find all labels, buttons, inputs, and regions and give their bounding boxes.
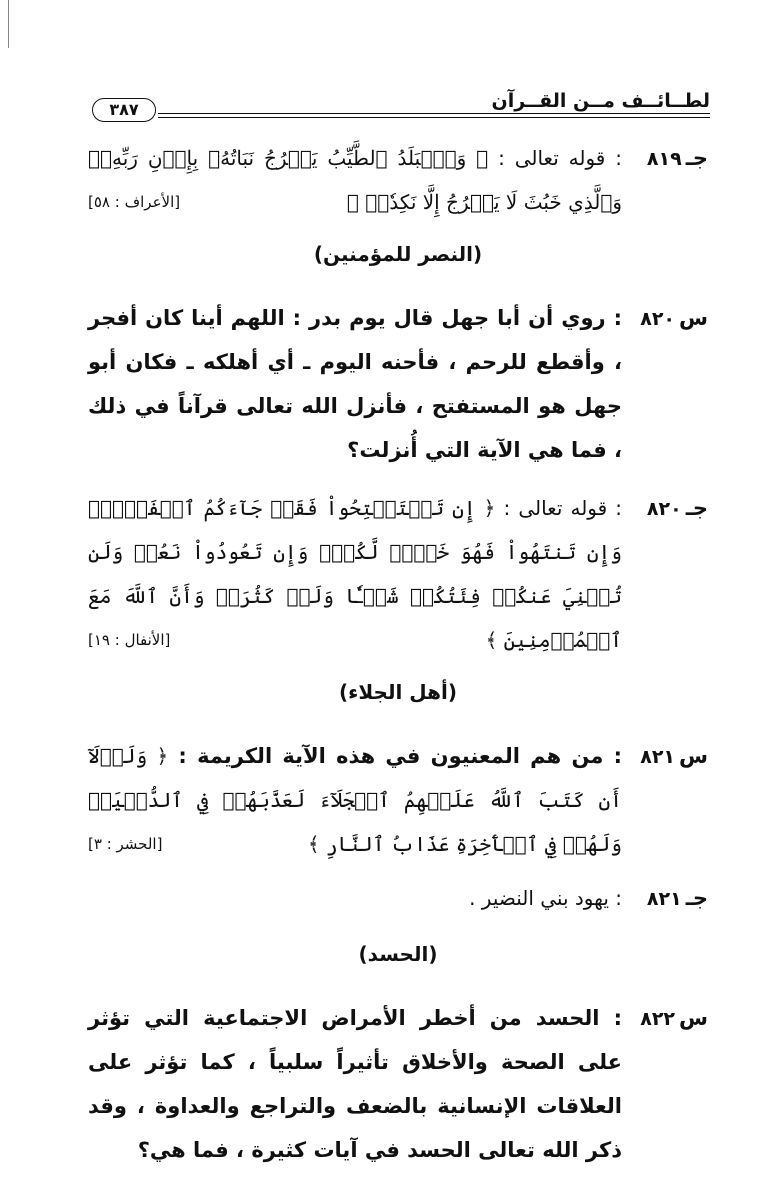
answer-821: [88, 876, 708, 920]
item-number: ٨١٩: [646, 148, 682, 170]
item-number: ٨٢١: [646, 888, 682, 910]
section-title-envy: (الحسد): [358, 942, 438, 966]
question-822: [88, 996, 708, 1172]
question-letter: س: [679, 744, 708, 768]
question-821: [88, 734, 708, 862]
item-label: [624, 734, 708, 779]
question-text: : من هم المعنيون في هذه الآية الكريمة :: [168, 744, 622, 768]
page-number: ٣٨٧: [92, 98, 156, 122]
answer-letter: جـ: [685, 496, 708, 520]
answer-letter: جـ: [685, 886, 708, 910]
verse-reference: [الأنفال : ١٩]: [88, 631, 171, 649]
section-title-exile: (أهل الجلاء): [338, 680, 457, 704]
page-header: [92, 88, 710, 122]
item-label: [624, 136, 708, 181]
quran-verse: ﴿ وَلَوۡلَآ أَن كَتَبَ ٱللَّهُ عَلَيۡهِمُ ٱلۡجَلَآءَ لَعَذَّبَهُمۡ فِي ٱلدُّنۡيَاۖ وَلَهُمۡ فِي ٱلۡأٓخِرَةِ عَذَابُ ٱلنَّارِ ﴾: [88, 744, 622, 856]
answer-text: : يهود بني النضير .: [469, 886, 622, 910]
scan-margin-mark: [8, 0, 9, 48]
answer-intro: : قوله تعالى :: [488, 146, 623, 170]
quran-verse: ﴿ وَٱلۡبَلَدُ ٱلطَّيِّبُ يَخۡرُجُ نَبَاتُهُۥ بِإِذۡنِ رَبِّهِۦۖ وَٱلَّذِي خَبُثَ لَا يَخۡرُجُ إِلَّا نَكِدٗاۚ ﴾: [88, 146, 622, 214]
item-number: ٨٢٠: [640, 308, 676, 330]
answer-820: [88, 486, 708, 658]
quran-verse: ﴿ إِن تَسۡتَفۡتِحُواْ فَقَدۡ جَآءَكُمُ ٱلۡفَتۡحُۖ وَإِن تَنتَهُواْ فَهُوَ خَيۡرٞ لَّكُمۡۖ وَإِن تَعُودُواْ نَعُدۡ وَلَن تُغۡنِيَ عَنكُمۡ فِئَتُكُمۡ شَيۡـٔٗا وَلَوۡ كَثُرَتۡ وَأَنَّ ٱللَّهَ مَعَ ٱلۡمُؤۡمِنِينَ ﴾: [88, 496, 622, 652]
item-number: ٨٢١: [640, 746, 676, 768]
answer-letter: جـ: [685, 146, 708, 170]
item-label: [624, 876, 708, 921]
item-label: [624, 996, 708, 1041]
question-text: : الحسد من أخطر الأمراض الاجتماعية التي تؤثر على الصحة والأخلاق تأثيراً سلبياً ، كما تؤثر على العلاقات الإنسانية بالضعف والتراجع والعداوة ، وقد ذكر الله تعالى الحسد في آيات كثيرة ، فما هي؟: [88, 1006, 622, 1162]
item-label: [624, 486, 708, 531]
verse-reference: [الأعراف : ٥٨]: [88, 193, 181, 211]
item-number: ٨٢٢: [640, 1008, 676, 1030]
question-text: : روي أن أبا جهل قال يوم بدر : اللهم أينا كان أفجر ، وأقطع للرحم ، فأحنه اليوم ـ أي أهلكه ـ فكان أبو جهل هو المستفتح ، فأنزل الله تعالى قرآناً في ذلك ، فما هي الآية التي أُنزلت؟: [88, 306, 622, 462]
header-rule-thin: [158, 117, 710, 118]
item-label: [624, 296, 708, 341]
book-title: لطــائــف مــن القــرآن: [491, 90, 710, 112]
question-letter: س: [679, 306, 708, 330]
header-rule: [158, 113, 710, 114]
item-number: ٨٢٠: [646, 498, 682, 520]
question-820: [88, 296, 708, 472]
answer-intro: : قوله تعالى :: [495, 496, 623, 520]
verse-reference: [الحشر : ٣]: [88, 835, 163, 853]
question-letter: س: [679, 1006, 708, 1030]
answer-819: [88, 136, 708, 220]
page-content: [88, 136, 708, 1186]
section-title-victory: (النصر للمؤمنين): [313, 242, 483, 266]
